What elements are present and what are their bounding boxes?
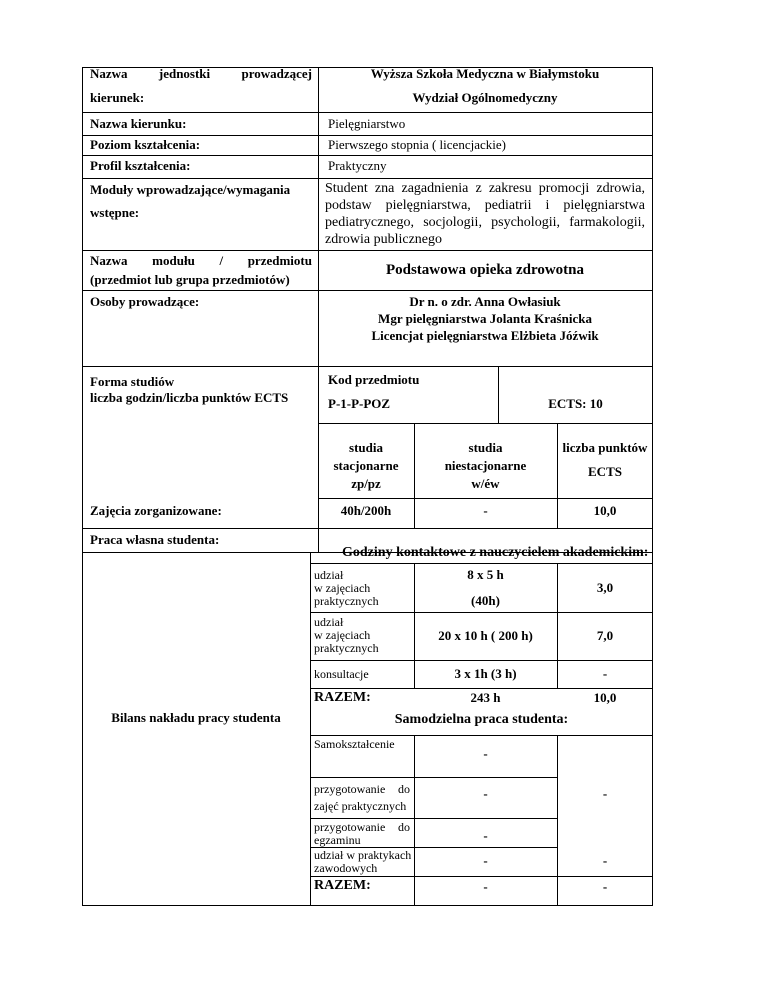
self-row3-label: przygotowanie do egzaminu <box>314 820 410 847</box>
course-name-label: Nazwa kierunku: <box>90 116 187 131</box>
unit-label: Nazwa jednostki prowadzącej <box>90 66 312 81</box>
self-row4-value: - <box>483 853 488 868</box>
col-nonstationary-2: niestacjonarne <box>444 458 527 473</box>
col-points-2: ECTS <box>588 464 622 479</box>
row2-hours: 20 x 10 h ( 200 h) <box>438 628 533 643</box>
col-stationary-3: zp/pz <box>351 476 381 491</box>
ects-value: ECTS: 10 <box>548 396 603 411</box>
level-value: Pierwszego stopnia ( licencjackie) <box>328 137 506 152</box>
row1-label-1: udział <box>314 568 344 582</box>
self-merged-points: - <box>602 786 608 801</box>
organized-points: 10,0 <box>593 503 617 518</box>
self-total-label: RAZEM: <box>314 878 371 893</box>
prereq-label-2: wstępne: <box>90 205 140 220</box>
self-row1-value: - <box>483 746 488 761</box>
teacher-3: Licencjat pielęgniarstwa Elżbieta Jóźwik <box>371 328 599 343</box>
total-points: 10,0 <box>593 690 617 705</box>
course-name-value: Pielęgniarstwo <box>328 116 406 131</box>
profile-label: Profil kształcenia: <box>90 158 191 173</box>
direction-value: Wydział Ogólnomedyczny <box>412 90 558 105</box>
col-nonstationary-3: w/éw <box>471 476 500 491</box>
self-row1-label: Samokształcenie <box>314 737 395 751</box>
self-header: Samodzielna praca studenta: <box>394 712 569 727</box>
own-work-label: Praca własna studenta: <box>90 532 220 547</box>
profile-value: Praktyczny <box>328 158 387 173</box>
self-row3-value: - <box>483 828 488 843</box>
code-value: P-1-P-POZ <box>328 396 391 411</box>
self-row4-points: - <box>602 853 608 868</box>
prereq-label: Moduły wprowadzające/wymagania <box>90 182 291 197</box>
module-label: Nazwa modułu / przedmiotu <box>90 253 312 268</box>
row2-label-3: praktycznych <box>314 641 379 655</box>
organized-stationary: 40h/200h <box>340 503 392 518</box>
code-label: Kod przedmiotu <box>328 372 420 387</box>
row1-label-2: w zajęciach <box>314 581 371 595</box>
organized-nonstationary: - <box>483 503 488 518</box>
module-value: Podstawowa opieka zdrowotna <box>385 262 585 278</box>
self-row2-value: - <box>483 786 488 801</box>
row1-hours: 8 x 5 h <box>467 567 504 582</box>
row2-label-1: udział <box>314 615 344 629</box>
study-form-label-2: liczba godzin/liczba punktów ECTS <box>90 390 289 405</box>
contact-header: Godziny kontaktowe z nauczycielem akademickim: <box>342 545 649 560</box>
self-row2-label: przygotowanie do zajęć praktycznych <box>314 782 410 813</box>
level-label: Poziom kształcenia: <box>90 137 201 152</box>
row2-label-2: w zajęciach <box>314 628 371 642</box>
total-hours: 243 h <box>470 690 501 705</box>
total-label: RAZEM: <box>314 690 371 705</box>
row3-hours: 3 x 1h (3 h) <box>454 666 517 681</box>
row1-points: 3,0 <box>596 580 614 595</box>
col-stationary-2: stacjonarne <box>333 458 399 473</box>
study-form-label: Forma studiów <box>90 374 175 389</box>
row3-points: - <box>602 666 608 681</box>
teachers-label: Osoby prowadzące: <box>90 294 200 309</box>
col-points-1: liczba punktów <box>562 440 648 455</box>
self-total-value: - <box>483 879 488 894</box>
col-nonstationary-1: studia <box>468 440 503 455</box>
teacher-1: Dr n. o zdr. Anna Owłasiuk <box>409 294 561 309</box>
self-row4-label: udział w praktykach zawodowych <box>314 848 412 875</box>
row1-label-3: praktycznych <box>314 594 379 608</box>
row2-points: 7,0 <box>596 628 614 643</box>
unit-value: Wyższa Szkoła Medyczna w Białymstoku <box>370 66 600 81</box>
direction-label: kierunek: <box>90 90 145 105</box>
self-total-points: - <box>602 879 608 894</box>
row1-hours-2: (40h) <box>471 593 500 608</box>
organized-label: Zajęcia zorganizowane: <box>90 503 222 518</box>
prereq-value: Student zna zagadnienia z zakresu promocji zdrowia, podstaw pielęgniarstwa, pediatrii i pielęgniarstwa pediatrycznego, socjologii, psychologii, farmakologii, zdrowia publicznego <box>325 181 645 247</box>
teacher-2: Mgr pielęgniarstwa Jolanta Kraśnicka <box>378 311 592 326</box>
row3-label: konsultacje <box>314 667 369 681</box>
balance-label: Bilans nakładu pracy studenta <box>111 710 281 725</box>
col-stationary-1: studia <box>349 440 383 455</box>
module-label-2: (przedmiot lub grupa przedmiotów) <box>90 272 290 287</box>
